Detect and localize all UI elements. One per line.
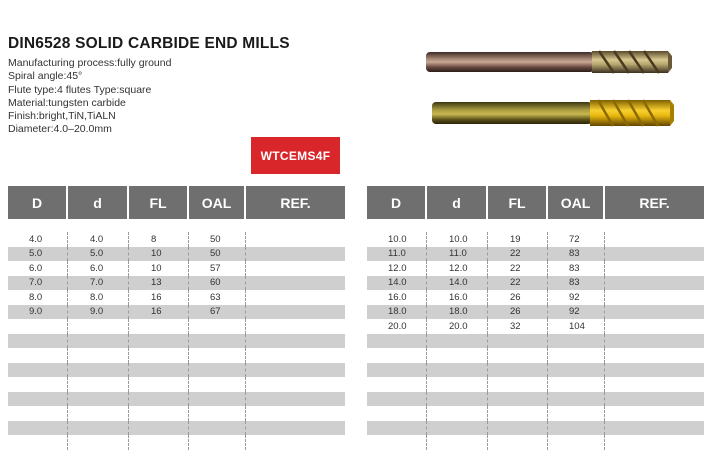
table-cell: 18.0 — [367, 305, 427, 320]
table-cell — [8, 348, 68, 363]
table-cell: 14.0 — [367, 276, 427, 291]
table-cell — [488, 392, 548, 407]
table-cell — [68, 363, 129, 378]
table-cell — [68, 319, 129, 334]
table-cell — [427, 334, 488, 349]
end-mill-tin-image — [430, 97, 675, 129]
table-row — [8, 363, 345, 378]
table-row — [367, 392, 704, 407]
table-cell — [129, 377, 189, 392]
table-cell — [8, 334, 68, 349]
table-cell: 10.0 — [367, 232, 427, 247]
table-body — [8, 232, 345, 450]
table-cell — [367, 348, 427, 363]
table-cell: 7.0 — [68, 276, 129, 291]
table-cell — [68, 406, 129, 421]
table-cell — [488, 363, 548, 378]
table-cell — [246, 305, 345, 320]
table-cell: 83 — [548, 276, 605, 291]
table-cell: 50 — [189, 247, 246, 262]
table-cell — [189, 392, 246, 407]
table-cell — [367, 435, 427, 450]
table-cell — [68, 435, 129, 450]
table-cell — [488, 377, 548, 392]
table-cell — [129, 435, 189, 450]
table-cell — [605, 392, 704, 407]
table-row — [367, 261, 704, 276]
table-cell: 4.0 — [8, 232, 68, 247]
table-cell: 83 — [548, 247, 605, 262]
table-row — [8, 232, 345, 247]
table-row — [367, 319, 704, 334]
table-row — [8, 290, 345, 305]
table-cell — [548, 348, 605, 363]
col-header-oal: OAL — [189, 186, 246, 219]
size-table-right — [367, 186, 704, 450]
table-cell: 9.0 — [8, 305, 68, 320]
table-cell — [548, 406, 605, 421]
table-cell: 20.0 — [427, 319, 488, 334]
table-cell — [129, 319, 189, 334]
table-cell — [367, 363, 427, 378]
col-header-fl: FL — [488, 186, 548, 219]
table-cell: 10 — [129, 261, 189, 276]
table-row — [8, 247, 345, 262]
table-cell — [605, 348, 704, 363]
table-cell: 83 — [548, 261, 605, 276]
table-cell — [427, 435, 488, 450]
table-cell — [427, 421, 488, 436]
table-cell: 22 — [488, 261, 548, 276]
table-cell — [488, 435, 548, 450]
spec-flute-type: Flute type:4 flutes Type:square — [8, 83, 152, 96]
table-row — [8, 319, 345, 334]
table-row — [367, 348, 704, 363]
table-cell — [246, 348, 345, 363]
col-header-ref: REF. — [639, 194, 670, 211]
spec-process: Manufacturing process:fully ground — [8, 57, 172, 69]
spec-diameter: Diameter:4.0–20.0mm — [8, 123, 112, 136]
table-cell — [548, 363, 605, 378]
table-cell: 16 — [129, 290, 189, 305]
table-cell — [488, 334, 548, 349]
spec-list — [8, 57, 171, 137]
table-row — [367, 406, 704, 421]
table-cell — [129, 334, 189, 349]
table-cell — [8, 421, 68, 436]
table-cell — [189, 435, 246, 450]
table-cell: 16.0 — [427, 290, 488, 305]
table-cell — [427, 363, 488, 378]
table-cell — [68, 377, 129, 392]
table-row — [367, 435, 704, 450]
table-cell — [68, 348, 129, 363]
table-cell — [8, 363, 68, 378]
spec-finish: Finish:bright,TiN,TiALN — [8, 110, 116, 123]
table-cell — [367, 406, 427, 421]
table-cell — [605, 334, 704, 349]
table-cell: 72 — [548, 232, 605, 247]
table-cell: 26 — [488, 290, 548, 305]
table-cell: 8.0 — [68, 290, 129, 305]
table-body — [367, 232, 704, 450]
table-cell — [246, 406, 345, 421]
table-cell: 18.0 — [427, 305, 488, 320]
table-cell — [605, 406, 704, 421]
table-cell: 14.0 — [427, 276, 488, 291]
table-cell — [8, 377, 68, 392]
table-cell — [605, 305, 704, 320]
table-row — [8, 406, 345, 421]
col-header-d-shank: d — [427, 186, 488, 219]
table-cell: 10.0 — [427, 232, 488, 247]
table-cell — [427, 348, 488, 363]
table-cell: 8.0 — [8, 290, 68, 305]
table-header — [367, 186, 704, 219]
table-cell — [605, 363, 704, 378]
table-row — [8, 334, 345, 349]
table-cell: 67 — [189, 305, 246, 320]
page-title: DIN6528 SOLID CARBIDE END MILLS — [8, 35, 290, 52]
table-cell — [246, 363, 345, 378]
table-cell: 63 — [189, 290, 246, 305]
table-cell: 20.0 — [367, 319, 427, 334]
table-cell — [189, 377, 246, 392]
table-cell: 5.0 — [8, 247, 68, 262]
table-cell: 92 — [548, 290, 605, 305]
table-cell: 26 — [488, 305, 548, 320]
table-cell — [129, 421, 189, 436]
table-cell — [367, 377, 427, 392]
table-cell — [68, 421, 129, 436]
table-cell — [68, 392, 129, 407]
table-cell — [488, 348, 548, 363]
table-row — [8, 276, 345, 291]
table-cell — [548, 435, 605, 450]
table-cell — [605, 232, 704, 247]
col-header-d-outer: D — [367, 186, 427, 219]
table-cell: 11.0 — [427, 247, 488, 262]
table-cell — [605, 276, 704, 291]
table-cell: 12.0 — [427, 261, 488, 276]
table-cell — [189, 363, 246, 378]
table-cell — [488, 421, 548, 436]
table-cell — [129, 363, 189, 378]
table-cell: 57 — [189, 261, 246, 276]
table-cell — [367, 421, 427, 436]
table-cell: 9.0 — [68, 305, 129, 320]
table-cell: 10 — [129, 247, 189, 262]
col-header-fl: FL — [129, 186, 189, 219]
table-cell — [605, 247, 704, 262]
table-cell — [427, 377, 488, 392]
table-cell — [8, 319, 68, 334]
table-cell — [246, 421, 345, 436]
spec-material: Material:tungsten carbide — [8, 96, 126, 109]
table-cell — [605, 290, 704, 305]
table-cell — [427, 392, 488, 407]
table-cell: 16 — [129, 305, 189, 320]
product-code-badge: WTCEMS4F — [251, 137, 340, 174]
table-cell — [8, 406, 68, 421]
table-cell: 60 — [189, 276, 246, 291]
table-row — [8, 421, 345, 436]
table-cell — [548, 334, 605, 349]
table-cell: 6.0 — [8, 261, 68, 276]
table-cell: 22 — [488, 247, 548, 262]
table-cell — [189, 406, 246, 421]
table-cell — [189, 421, 246, 436]
table-cell — [548, 421, 605, 436]
table-cell — [246, 435, 345, 450]
table-cell — [246, 232, 345, 247]
table-cell: 13 — [129, 276, 189, 291]
table-row — [367, 305, 704, 320]
table-cell: 22 — [488, 276, 548, 291]
table-cell: 7.0 — [8, 276, 68, 291]
table-cell — [246, 290, 345, 305]
table-cell — [246, 319, 345, 334]
table-cell: 5.0 — [68, 247, 129, 262]
table-cell — [189, 334, 246, 349]
table-row — [367, 276, 704, 291]
table-cell: 11.0 — [367, 247, 427, 262]
table-cell: 16.0 — [367, 290, 427, 305]
table-cell — [605, 319, 704, 334]
table-row — [367, 290, 704, 305]
col-header-d-outer: D — [8, 186, 68, 219]
table-cell — [189, 348, 246, 363]
table-cell — [129, 392, 189, 407]
table-cell: 4.0 — [68, 232, 129, 247]
table-cell — [246, 392, 345, 407]
table-cell — [129, 348, 189, 363]
table-cell: 50 — [189, 232, 246, 247]
table-row — [8, 392, 345, 407]
end-mill-bright-image — [424, 48, 674, 78]
col-header-ref: REF. — [280, 194, 311, 211]
table-cell — [367, 392, 427, 407]
table-cell: 19 — [488, 232, 548, 247]
table-row — [8, 348, 345, 363]
table-cell — [605, 377, 704, 392]
table-cell — [367, 334, 427, 349]
col-header-d-shank: d — [68, 186, 129, 219]
table-row — [367, 334, 704, 349]
table-cell — [8, 392, 68, 407]
table-cell — [246, 276, 345, 291]
table-cell: 32 — [488, 319, 548, 334]
table-cell — [68, 334, 129, 349]
table-row — [8, 435, 345, 450]
table-cell: 6.0 — [68, 261, 129, 276]
table-cell — [8, 435, 68, 450]
table-row — [8, 377, 345, 392]
table-row — [367, 377, 704, 392]
table-row — [8, 261, 345, 276]
col-header-oal: OAL — [548, 186, 605, 219]
table-cell — [246, 247, 345, 262]
table-cell: 92 — [548, 305, 605, 320]
table-cell — [605, 261, 704, 276]
table-header — [8, 186, 345, 219]
table-cell — [605, 435, 704, 450]
table-row — [367, 363, 704, 378]
table-cell: 12.0 — [367, 261, 427, 276]
table-row — [367, 232, 704, 247]
table-cell — [246, 377, 345, 392]
table-row — [367, 421, 704, 436]
table-cell — [129, 406, 189, 421]
table-cell — [246, 261, 345, 276]
table-cell — [427, 406, 488, 421]
table-cell — [246, 334, 345, 349]
table-cell — [605, 421, 704, 436]
table-cell: 8 — [129, 232, 189, 247]
table-cell — [548, 392, 605, 407]
size-table-left — [8, 186, 345, 450]
table-row — [367, 247, 704, 262]
spec-spiral-angle: Spiral angle:45° — [8, 70, 83, 83]
table-cell: 104 — [548, 319, 605, 334]
table-cell — [488, 406, 548, 421]
table-row — [8, 305, 345, 320]
table-cell — [548, 377, 605, 392]
table-cell — [189, 319, 246, 334]
